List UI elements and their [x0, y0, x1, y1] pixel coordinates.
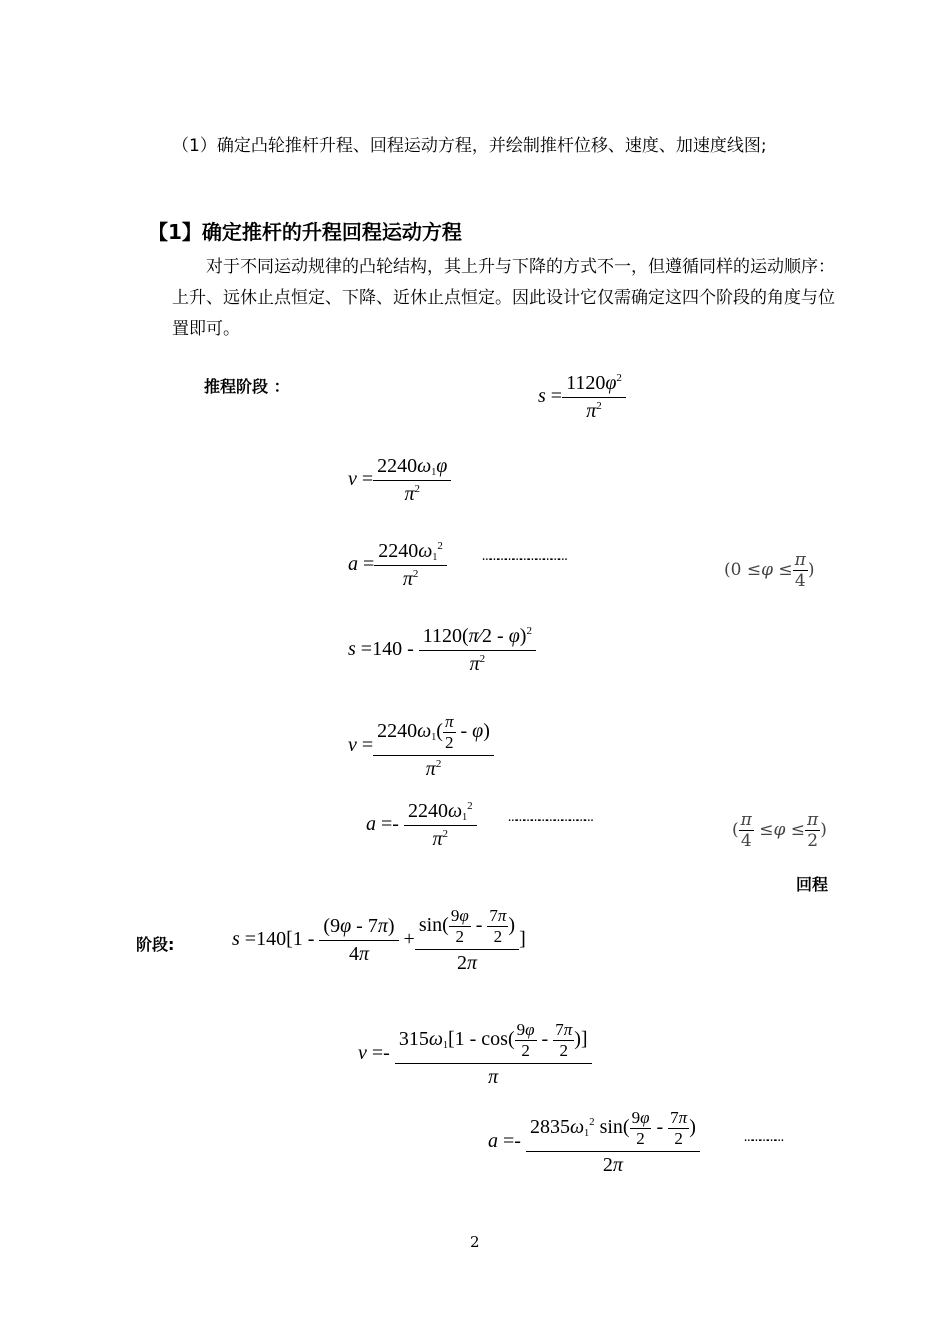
eq-push-v1: v = $\frac{2240\omega_1\varphi}{\pi^2}$: [348, 455, 451, 506]
eq-return-v: v =- $315\omega_1[1 - \cos$( $\frac{9\varphi}{2}$ - $\frac{7\pi}{2}$ )] π: [358, 1020, 592, 1089]
eq-push-a1: a = $\frac{2240\omega_1^2}{\pi^2}$: [348, 540, 447, 591]
eq-push-v2: v = $2240\omega_1$( $\frac{\pi}{2}$ - φ) $\pi^2$: [348, 712, 494, 781]
item-heading: （1）确定凸轮推杆升程、回程运动方程，并绘制推杆位移、速度、加速度线图;: [172, 136, 767, 156]
intro-paragraph: 对于不同运动规律的凸轮结构，其上升与下降的方式不一，但遵循同样的运动顺序：上升、远休止点恒定、下降、近休止点恒定。因此设计它仅需确定这四个阶段的角度与位置即可。: [172, 257, 835, 339]
section-heading: 【1】确定推杆的升程回程运动方程: [148, 220, 462, 244]
return-word-label: 回程: [796, 875, 829, 894]
eq-push-a2: a =- $\frac{2240\omega_1^2}{\pi^2}$: [366, 800, 477, 851]
dots-leader-3: ……………: [744, 1128, 783, 1146]
range-push-1: (0 ≤φ ≤ $\frac{\pi}{4}$ ): [724, 550, 815, 591]
eq-return-s: s =140[1 - $\frac{(9\varphi - 7\pi)}{4\pi}$ + sin( $\frac{9\varphi}{2}$ - $\frac{7\pi}{2}$ ) 2π ]: [232, 906, 526, 974]
push-stage-label: 推程阶段 ：: [204, 377, 290, 396]
eq-return-a: a =- $2835\omega_1^2$ sin( $\frac{9\varphi}{2}$ - $\frac{7\pi}{2}$ ) 2π: [488, 1108, 700, 1177]
dots-leader-1: ……………………………: [482, 547, 566, 565]
return-stage-label: 阶段:: [136, 935, 175, 954]
eq-push-s1: s = $\frac{1120\varphi^2}{\pi^2}$: [538, 372, 626, 423]
page-number: 2: [470, 1233, 480, 1251]
dots-leader-2: ……………………………: [508, 808, 592, 826]
eq-push-s2: s =140 - $\frac{1120(\pi⁄2 - \varphi)^2}{\pi^2}$: [348, 625, 536, 676]
range-push-2: ( $\frac{\pi}{4}$ ≤φ ≤ $\frac{\pi}{2}$ ): [732, 810, 827, 851]
